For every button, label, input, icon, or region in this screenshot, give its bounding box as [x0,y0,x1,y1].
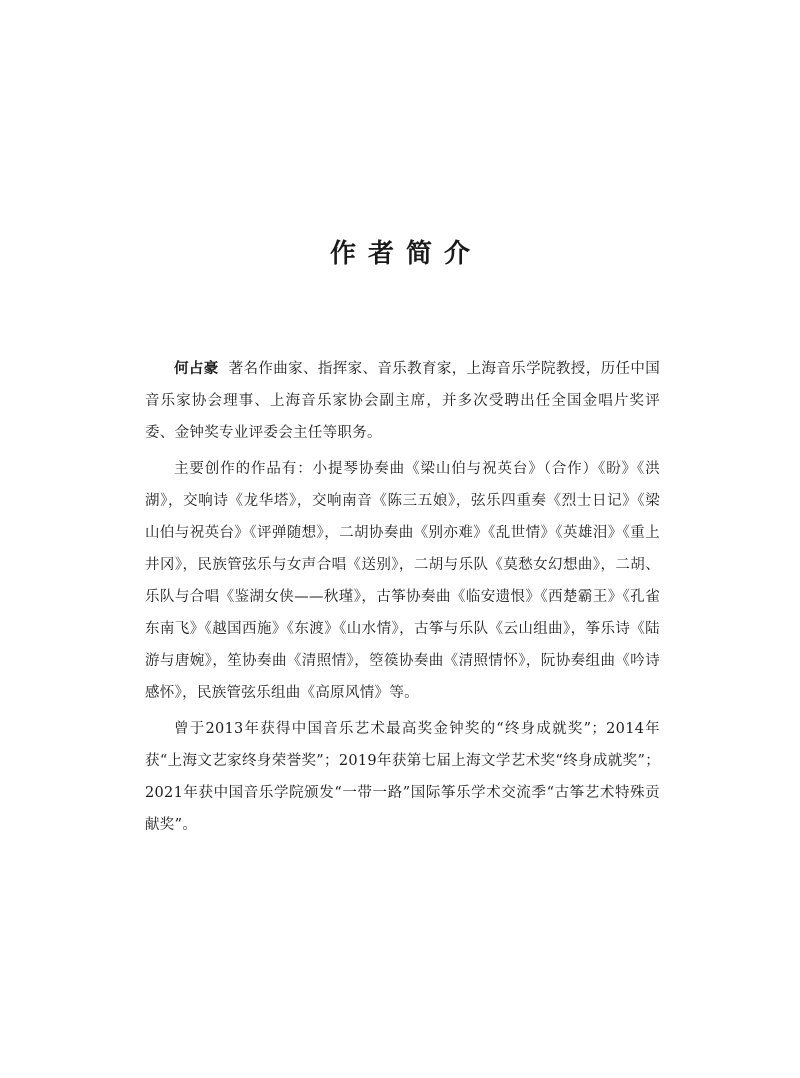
author-name: 何占豪 [174,361,219,377]
bio-works-paragraph: 主要创作的作品有：小提琴协奏曲《梁山伯与祝英台》（合作）《盼》《洪湖》，交响诗《龙华塔》，交响南音《陈三五娘》，弦乐四重奏《烈士日记》《梁山伯与祝英台》《评弹随想》，二胡协奏曲《别亦难》《乱世情》《英雄泪》《重上井冈》，民族管弦乐与女声合唱《送别》，二胡与乐队《莫愁女幻想曲》，二胡、乐队与合唱《鉴湖女侠——秋瑾》，古筝协奏曲《临安遗恨》《西楚霸王》《孔雀东南飞》《越国西施》《东渡》《山水情》，古筝与乐队《云山组曲》，筝乐诗《陆游与唐婉》，笙协奏曲《清照情》，箜篌协奏曲《清照情怀》，阮协奏组曲《吟诗感怀》，民族管弦乐组曲《高原风情》等。 [145,461,660,701]
author-bio [145,353,660,845]
page-title: 作者简介 [329,239,482,269]
bio-intro-text: 著名作曲家、指挥家、音乐教育家，上海音乐学院教授，历任中国音乐家协会理事、上海音乐家协会副主席，并多次受聘出任全国金唱片奖评委、金钟奖专业评委会主任等职务。 [145,361,660,441]
bio-awards-paragraph: 曾于2013年获得中国音乐艺术最高奖金钟奖的“终身成就奖”；2014年获“上海文艺家终身荣誉奖”；2019年获第七届上海文学艺术奖“终身成就奖”；2021年获中国音乐学院颁发“一带一路”国际筝乐学术交流季“古筝艺术特殊贡献奖”。 [145,721,660,833]
bio-intro-paragraph [145,353,660,449]
